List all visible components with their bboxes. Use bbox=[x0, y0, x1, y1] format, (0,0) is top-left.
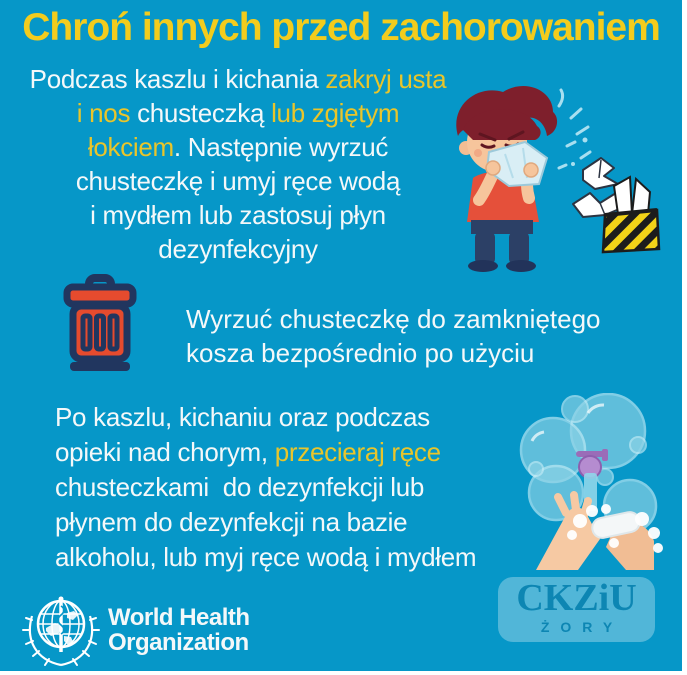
sneeze-spray bbox=[559, 90, 590, 168]
paragraph-throw-tissue: Wyrzuć chusteczkę do zamkniętego kosza bezpośrednio po użyciu bbox=[186, 304, 601, 368]
page-title: Chroń innych przed zachorowaniem bbox=[22, 6, 660, 49]
sneezing-man-illustration bbox=[433, 74, 685, 276]
who-name-line1: World Health bbox=[108, 604, 250, 631]
paragraph-cover-mouth: Podczas kaszlu i kichania zakryj usta i nos chusteczką lub zgiętym łokciem. Następnie wyrzuć chusteczkę i umyj ręce wodą i mydłem lub zastosuj płyn dezynfekcyjny bbox=[29, 64, 447, 264]
who-emblem-icon bbox=[20, 592, 102, 672]
trash-can-icon bbox=[62, 274, 138, 374]
hand-washing-illustration bbox=[518, 393, 670, 570]
ckziu-city: ŻORY bbox=[540, 619, 624, 635]
ckziu-logo bbox=[498, 577, 655, 642]
tissue-box-illustration bbox=[603, 177, 659, 252]
who-name-line2: Organization bbox=[108, 629, 249, 656]
ckziu-acronym: CKZiU bbox=[516, 577, 637, 619]
paragraph-disinfect-hands: Po kaszlu, kichaniu oraz podczas opieki nad chorym, przecieraj ręce chusteczkami do dezynfekcji lub płynem do dezynfekcji na bazie alkoholu, lub myj ręce wodą i mydłem bbox=[55, 402, 477, 572]
who-name bbox=[108, 605, 250, 655]
who-logo bbox=[20, 592, 350, 672]
